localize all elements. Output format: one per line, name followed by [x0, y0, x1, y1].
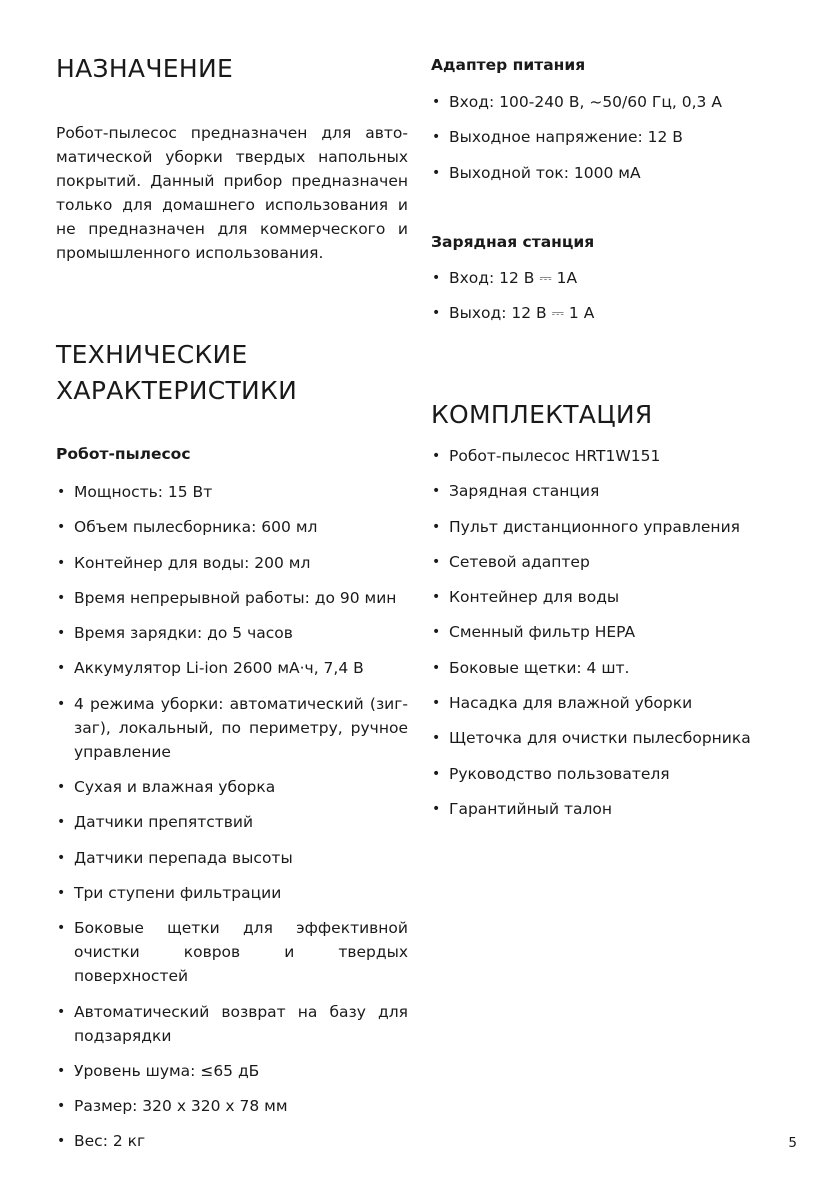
list-item: • Щеточка для очистки пылесборника — [431, 726, 791, 750]
list-item: • Три ступени фильтрации — [56, 881, 408, 905]
list-item: • Мощность: 15 Вт — [56, 480, 408, 504]
list-item: • Руководство пользователя — [431, 762, 791, 786]
specs-title-line1: ТЕХНИЧЕСКИЕ — [56, 340, 248, 369]
list-item: • Насадка для влажной уборки — [431, 691, 791, 715]
station-heading: Зарядная станция — [431, 233, 595, 251]
package-list — [431, 444, 791, 832]
robot-specs-list — [56, 480, 408, 1165]
list-item: • Выходной ток: 1000 мА — [431, 161, 791, 185]
list-item: • Выходное напряжение: 12 В — [431, 125, 791, 149]
list-item: • Пульт дистанционного управления — [431, 515, 791, 539]
list-item: • Вес: 2 кг — [56, 1129, 408, 1153]
robot-specs-heading: Робот-пылесос — [56, 445, 191, 463]
list-item: • Автоматический возврат на базу для подзарядки — [56, 1000, 408, 1048]
list-item: • Вход: 100-240 В, ~50/60 Гц, 0,3 А — [431, 90, 791, 114]
list-item: • Контейнер для воды — [431, 585, 791, 609]
list-item: • Аккумулятор Li-ion 2600 мА·ч, 7,4 В — [56, 656, 408, 680]
list-item: • Контейнер для воды: 200 мл — [56, 551, 408, 575]
list-item: • Датчики перепада высоты — [56, 846, 408, 870]
purpose-title: НАЗНАЧЕНИЕ — [56, 54, 234, 83]
adapter-heading: Адаптер питания — [431, 56, 586, 74]
specs-title-line2: ХАРАКТЕРИСТИКИ — [56, 376, 298, 405]
purpose-text: Робот-пылесос предназначен для автоматической уборки твердых напольных покрытий. Данный прибор предназначен только для домашнего использования и не предназначен для коммерческого и промышленного использования. — [56, 124, 408, 262]
list-item: • Робот-пылесос HRT1W151 — [431, 444, 791, 468]
list-item: • Выход: 12 В ⎓ 1 А — [431, 301, 791, 325]
list-item: • Объем пылесборника: 600 мл — [56, 515, 408, 539]
list-item: • Время непрерывной работы: до 90 мин — [56, 586, 408, 610]
list-item: • Сменный фильтр HEPA — [431, 620, 791, 644]
page-number: 5 — [788, 1135, 797, 1151]
list-item: • Гарантийный талон — [431, 797, 791, 821]
list-item: • Размер: 320 х 320 х 78 мм — [56, 1094, 408, 1118]
list-item: • Вход: 12 В ⎓ 1А — [431, 266, 791, 290]
list-item: • Зарядная станция — [431, 479, 791, 503]
station-list — [431, 266, 791, 337]
list-item: • Сухая и влажная уборка — [56, 775, 408, 799]
list-item: • 4 режима уборки: автоматический (зигзаг), локальный, по периметру, ручное управление — [56, 692, 408, 764]
list-item: • Боковые щетки для эффективной очистки ковров и твердых поверхностей — [56, 916, 408, 988]
adapter-list — [431, 90, 791, 196]
package-title: КОМПЛЕКТАЦИЯ — [431, 400, 653, 429]
list-item: • Боковые щетки: 4 шт. — [431, 656, 791, 680]
list-item: • Сетевой адаптер — [431, 550, 791, 574]
list-item: • Уровень шума: ≤65 дБ — [56, 1059, 408, 1083]
list-item: • Время зарядки: до 5 часов — [56, 621, 408, 645]
list-item: • Датчики препятствий — [56, 810, 408, 834]
